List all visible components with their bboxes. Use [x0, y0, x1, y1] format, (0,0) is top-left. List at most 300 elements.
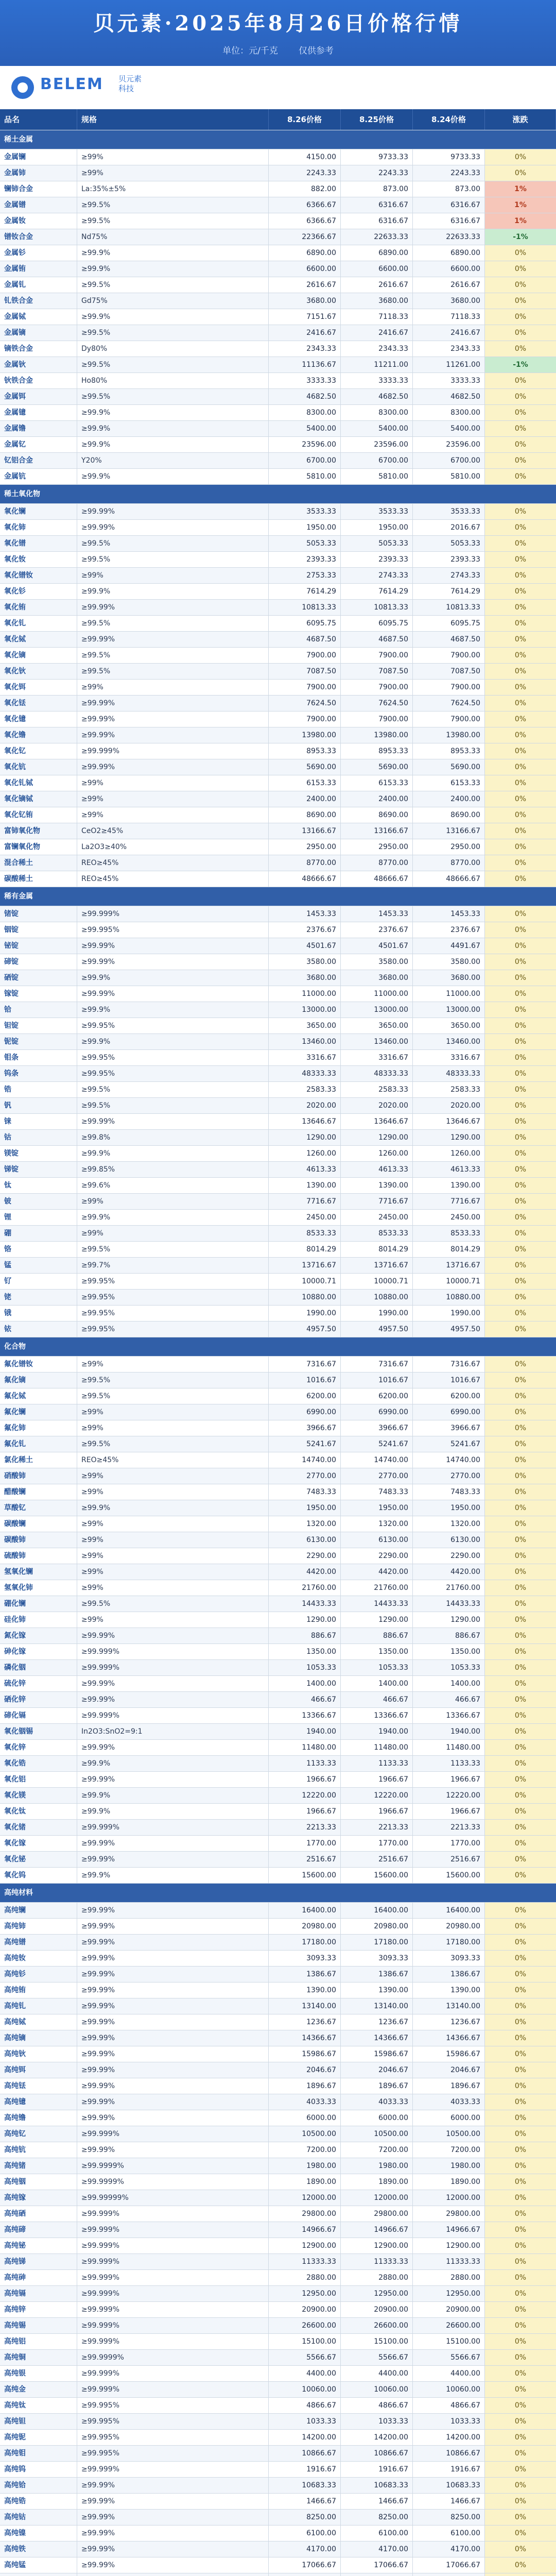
cell-change: 0% [485, 373, 556, 388]
cell-spec: ≥99.9% [77, 245, 269, 261]
cell-change: 0% [485, 165, 556, 181]
cell-price-824: 4033.33 [413, 2094, 485, 2110]
cell-price-826: 21760.00 [269, 1580, 341, 1596]
cell-change [485, 2573, 556, 2576]
cell-price-824: 14740.00 [413, 1452, 485, 1468]
cell-name: 高纯钨 [0, 2462, 77, 2477]
cell-price-825: 17066.67 [341, 2557, 413, 2573]
cell-price-824: 13366.67 [413, 1708, 485, 1723]
cell-name: 高纯铌 [0, 2430, 77, 2445]
cell-price-826: 13000.00 [269, 1002, 341, 1018]
cell-price-825: 7483.33 [341, 1484, 413, 1500]
cell-price-824: 1236.67 [413, 2014, 485, 2030]
cell-price-824: 11261.00 [413, 357, 485, 372]
cell-spec: ≥99.999% [77, 2334, 269, 2349]
cell-change: 0% [485, 1420, 556, 1436]
table-row [0, 970, 556, 986]
cell-price-826: 6130.00 [269, 1532, 341, 1548]
cell-price-826: 48666.67 [269, 871, 341, 887]
cell-change: 0% [485, 1740, 556, 1755]
cell-price-824: 7624.50 [413, 696, 485, 711]
cell-spec: ≥99.999% [77, 2206, 269, 2222]
cell-spec: ≥99.9% [77, 1804, 269, 1819]
cell-price-824: 11333.33 [413, 2254, 485, 2269]
cell-price-825 [341, 2573, 413, 2576]
table-row [0, 2334, 556, 2350]
cell-change: 0% [485, 727, 556, 743]
cell-price-826: 1260.00 [269, 1146, 341, 1161]
cell-spec: ≥99.995% [77, 922, 269, 938]
cell-change: 0% [485, 823, 556, 839]
table-row [0, 2541, 556, 2557]
cell-price-825: 13646.67 [341, 1114, 413, 1129]
cell-price-824: 5566.67 [413, 2350, 485, 2365]
page-title: 贝元素·2025年8月26日价格行情 [93, 11, 463, 36]
cell-name: 氯化稀土 [0, 1452, 77, 1468]
cell-price-825: 2290.00 [341, 1548, 413, 1564]
cell-spec: ≥99.995% [77, 2398, 269, 2413]
cell-price-825: 1390.00 [341, 1982, 413, 1998]
cell-name: 钼条 [0, 1050, 77, 1065]
cell-name: 氧化镱 [0, 711, 77, 727]
cell-change: 0% [485, 2094, 556, 2110]
table-row [0, 2366, 556, 2382]
table-row [0, 727, 556, 743]
cell-name: 高纯锡 [0, 2318, 77, 2333]
cell-price-824: 12950.00 [413, 2286, 485, 2301]
cell-price-826: 2400.00 [269, 791, 341, 807]
table-row [0, 1082, 556, 1098]
cell-spec: ≥99.99% [77, 759, 269, 775]
table-row [0, 1002, 556, 1018]
cell-price-825: 1453.33 [341, 906, 413, 922]
table-row [0, 1756, 556, 1772]
cell-change: 0% [485, 1002, 556, 1018]
cell-price-826: 14740.00 [269, 1452, 341, 1468]
cell-price-825: 1950.00 [341, 520, 413, 535]
cell-price-824: 14966.67 [413, 2222, 485, 2238]
table-row [0, 855, 556, 871]
cell-price-824: 6316.67 [413, 213, 485, 229]
cell-spec: ≥99.995% [77, 2430, 269, 2445]
cell-price-825: 1053.33 [341, 1660, 413, 1675]
cell-name: 硅化铈 [0, 1612, 77, 1628]
cell-price-826: 4033.33 [269, 2094, 341, 2110]
cell-price-824: 17066.67 [413, 2557, 485, 2573]
cell-price-826: 2243.33 [269, 165, 341, 181]
cell-price-825: 29800.00 [341, 2206, 413, 2222]
cell-change: 0% [485, 1082, 556, 1097]
cell-price-825: 13460.00 [341, 1034, 413, 1049]
cell-spec: ≥99.99% [77, 696, 269, 711]
table-row [0, 1290, 556, 1306]
cell-name: 高纯钇 [0, 2126, 77, 2142]
cell-price-824: 7716.67 [413, 1194, 485, 1209]
cell-price-824: 48333.33 [413, 1066, 485, 1081]
cell-price-826: 1053.33 [269, 1660, 341, 1675]
cell-name: 铑 [0, 1290, 77, 1305]
table-row [0, 1242, 556, 1258]
cell-change: 0% [485, 1018, 556, 1033]
cell-price-825: 13366.67 [341, 1708, 413, 1723]
cell-name: 镝铁合金 [0, 341, 77, 357]
cell-price-825: 3316.67 [341, 1050, 413, 1065]
table-row [0, 954, 556, 970]
cell-price-826: 2753.33 [269, 568, 341, 583]
table-row [0, 165, 556, 181]
cell-price-824: 3533.33 [413, 504, 485, 519]
cell-price-826: 7900.00 [269, 711, 341, 727]
cell-price-825: 2743.33 [341, 568, 413, 583]
cell-name: 氧化钪 [0, 759, 77, 775]
cell-price-826: 7716.67 [269, 1194, 341, 1209]
cell-spec: ≥99.99% [77, 1967, 269, 1982]
cell-price-824: 10866.67 [413, 2446, 485, 2461]
cell-name: 高纯锆 [0, 2494, 77, 2509]
cell-spec: ≥99% [77, 680, 269, 695]
cell-change: 0% [485, 648, 556, 663]
cell-name: 高纯镍 [0, 2526, 77, 2541]
cell-price-824: 1386.67 [413, 1967, 485, 1982]
cell-price-825: 8250.00 [341, 2510, 413, 2525]
table-row [0, 1724, 556, 1740]
cell-name: 氧化镨 [0, 536, 77, 551]
cell-price-826: 20980.00 [269, 1919, 341, 1934]
cell-price-826: 1390.00 [269, 1178, 341, 1193]
cell-name: 锑锭 [0, 1162, 77, 1177]
cell-price-825: 6100.00 [341, 2526, 413, 2541]
cell-price-826: 4682.50 [269, 389, 341, 404]
cell-price-825: 1990.00 [341, 1306, 413, 1321]
table-row [0, 1372, 556, 1388]
table-row [0, 2014, 556, 2030]
cell-spec: ≥99.5% [77, 1082, 269, 1097]
cell-change: 0% [485, 1548, 556, 1564]
cell-price-825: 8953.33 [341, 743, 413, 759]
cell-name: 金属镧 [0, 149, 77, 165]
cell-name: 硒锭 [0, 970, 77, 986]
cell-spec: ≥99.5% [77, 1596, 269, 1612]
cell-spec: ≥99.9% [77, 437, 269, 452]
cell-spec: ≥99.999% [77, 2286, 269, 2301]
table-row [0, 1580, 556, 1596]
cell-change: 0% [485, 1836, 556, 1851]
cell-name: 铍 [0, 1194, 77, 1209]
cell-price-826: 29800.00 [269, 2206, 341, 2222]
cell-price-824: 26600.00 [413, 2318, 485, 2333]
cell-price-825: 12220.00 [341, 1788, 413, 1803]
cell-change: 0% [485, 2526, 556, 2541]
cell-price-824: 3333.33 [413, 373, 485, 388]
cell-change: 0% [485, 2430, 556, 2445]
cell-name: 高纯铝 [0, 2334, 77, 2349]
table-row [0, 1306, 556, 1321]
table-row [0, 1500, 556, 1516]
section-header-row [0, 485, 556, 504]
cell-price-824: 6990.00 [413, 1404, 485, 1420]
table-row [0, 696, 556, 711]
cell-price-824: 4957.50 [413, 1321, 485, 1337]
table-row [0, 437, 556, 453]
cell-price-824: 2770.00 [413, 1468, 485, 1484]
cell-spec: ≥99.6% [77, 1178, 269, 1193]
table-row [0, 648, 556, 664]
cell-spec: ≥99.95% [77, 1066, 269, 1081]
cell-change: 1% [485, 181, 556, 197]
cell-name: 锗锭 [0, 906, 77, 922]
cell-price-825: 1260.00 [341, 1146, 413, 1161]
cell-spec: ≥99.99% [77, 2494, 269, 2509]
cell-price-825: 11480.00 [341, 1740, 413, 1755]
cell-price-824: 4491.67 [413, 938, 485, 954]
cell-change: 0% [485, 2510, 556, 2525]
table-row [0, 1836, 556, 1852]
cell-price-826: 14433.33 [269, 1596, 341, 1612]
cell-price-825: 1980.00 [341, 2158, 413, 2174]
table-row [0, 1468, 556, 1484]
cell-price-825: 6095.75 [341, 616, 413, 631]
cell-price-825: 4682.50 [341, 389, 413, 404]
cell-price-826: 1236.67 [269, 2014, 341, 2030]
cell-price-825: 7118.33 [341, 309, 413, 325]
cell-name: 金属镨 [0, 197, 77, 213]
cell-price-825: 10880.00 [341, 1290, 413, 1305]
table-row [0, 2078, 556, 2094]
cell-spec: In2O3:SnO2=9:1 [77, 1724, 269, 1739]
cell-spec: ≥99.99% [77, 727, 269, 743]
section-title: 高纯材料 [4, 1889, 33, 1897]
cell-name: 钛 [0, 1178, 77, 1193]
cell-price-826: 4613.33 [269, 1162, 341, 1177]
cell-change: 0% [485, 1564, 556, 1580]
cell-spec: ≥99.9% [77, 261, 269, 277]
cell-price-826: 1350.00 [269, 1644, 341, 1659]
cell-name: 铬 [0, 1242, 77, 1257]
cell-price-826: 17180.00 [269, 1935, 341, 1950]
cell-name: 氧化铝 [0, 1772, 77, 1787]
cell-spec: ≥99.99% [77, 711, 269, 727]
cell-price-824: 7118.33 [413, 309, 485, 325]
cell-spec: ≥99.5% [77, 536, 269, 551]
cell-price-824: 1890.00 [413, 2174, 485, 2190]
cell-change: 0% [485, 922, 556, 938]
section-title: 稀有金属 [4, 892, 33, 901]
table-row [0, 1162, 556, 1178]
cell-price-826: 8014.29 [269, 1242, 341, 1257]
cell-price-824: 11480.00 [413, 1740, 485, 1755]
cell-price-825: 4866.67 [341, 2398, 413, 2413]
cell-name: 氧化镁 [0, 1788, 77, 1803]
cell-price-826: 11480.00 [269, 1740, 341, 1755]
cell-price-824: 4687.50 [413, 632, 485, 647]
cell-price-825: 8300.00 [341, 405, 413, 420]
cell-price-826: 14966.67 [269, 2222, 341, 2238]
table-row [0, 1788, 556, 1804]
cell-change: 0% [485, 1951, 556, 1966]
cell-name: 高纯铜 [0, 2350, 77, 2365]
cell-price-826: 17066.67 [269, 2557, 341, 2573]
cell-price-826: 11000.00 [269, 986, 341, 1002]
cell-price-825: 15600.00 [341, 1868, 413, 1883]
cell-price-825: 4033.33 [341, 2094, 413, 2110]
cell-price-826: 15100.00 [269, 2334, 341, 2349]
cell-price-826: 48333.33 [269, 1066, 341, 1081]
cell-change: 0% [485, 1372, 556, 1388]
cell-price-826: 6890.00 [269, 245, 341, 261]
cell-name: 氧化钆铽 [0, 775, 77, 791]
table-row [0, 1967, 556, 1982]
cell-spec: ≥99.99% [77, 2110, 269, 2126]
cell-price-825: 2583.33 [341, 1082, 413, 1097]
cell-price-826: 2583.33 [269, 1082, 341, 1097]
cell-spec: ≥99.99% [77, 1998, 269, 2014]
cell-price-826: 6366.67 [269, 197, 341, 213]
cell-price-825: 14433.33 [341, 1596, 413, 1612]
cell-price-825: 10060.00 [341, 2382, 413, 2397]
cell-name: 高纯碲 [0, 2222, 77, 2238]
cell-price-824: 1053.33 [413, 1660, 485, 1675]
cell-change: 0% [485, 245, 556, 261]
cell-name: 钴 [0, 1130, 77, 1145]
cell-price-824: 1896.67 [413, 2078, 485, 2094]
cell-spec: ≥99.9% [77, 405, 269, 420]
cell-spec: ≥99% [77, 1532, 269, 1548]
cell-change: 0% [485, 1772, 556, 1787]
cell-price-824: 7614.29 [413, 584, 485, 599]
cell-price-824: 1466.67 [413, 2494, 485, 2509]
cell-name: 高纯铽 [0, 2014, 77, 2030]
cell-change: 0% [485, 1516, 556, 1532]
table-row [0, 807, 556, 823]
table-row [0, 2062, 556, 2078]
table-row [0, 1998, 556, 2014]
cell-name: 氟化镧 [0, 1404, 77, 1420]
cell-change: 0% [485, 1388, 556, 1404]
cell-change: 0% [485, 1258, 556, 1273]
cell-price-824: 2400.00 [413, 791, 485, 807]
table-row [0, 1258, 556, 1274]
cell-spec: ≥99% [77, 1484, 269, 1500]
cell-change: 0% [485, 1820, 556, 1835]
cell-price-826: 6100.00 [269, 2526, 341, 2541]
cell-spec: ≥99% [77, 1226, 269, 1241]
cell-name: 硝酸铈 [0, 1468, 77, 1484]
cell-spec: ≥99.999% [77, 2254, 269, 2269]
cell-price-824: 4613.33 [413, 1162, 485, 1177]
cell-name: 高纯镓 [0, 2190, 77, 2206]
cell-spec: ≥99.99% [77, 504, 269, 519]
cell-price-824: 12220.00 [413, 1788, 485, 1803]
cell-change: 0% [485, 2414, 556, 2429]
cell-name: 砷化镓 [0, 1644, 77, 1659]
cell-price-826: 1890.00 [269, 2174, 341, 2190]
brand-logo-icon [11, 76, 34, 99]
cell-price-826: 1033.33 [269, 2414, 341, 2429]
table-row [0, 1820, 556, 1836]
cell-price-825: 11000.00 [341, 986, 413, 1002]
cell-price-825: 1770.00 [341, 1836, 413, 1851]
cell-price-824: 1350.00 [413, 1644, 485, 1659]
cell-spec [77, 2573, 269, 2576]
cell-price-825: 2213.33 [341, 1820, 413, 1835]
cell-name: 金属镱 [0, 405, 77, 420]
cell-price-824: 10500.00 [413, 2126, 485, 2142]
cell-price-826: 4420.00 [269, 1564, 341, 1580]
cell-spec: ≥99.9% [77, 421, 269, 436]
table-row [0, 1452, 556, 1468]
cell-change: 0% [485, 1998, 556, 2014]
table-row [0, 1066, 556, 1082]
cell-spec: ≥99.999% [77, 2366, 269, 2381]
table-row [0, 552, 556, 568]
cell-name: 氢氧化铈 [0, 1580, 77, 1596]
table-row [0, 1210, 556, 1226]
cell-price-825: 1400.00 [341, 1676, 413, 1691]
cell-price-824: 13460.00 [413, 1034, 485, 1049]
cell-change: 0% [485, 1274, 556, 1289]
cell-price-824: 7900.00 [413, 648, 485, 663]
cell-price-826: 6990.00 [269, 1404, 341, 1420]
cell-name: 氮化镓 [0, 1628, 77, 1643]
cell-price-824: 13140.00 [413, 1998, 485, 2014]
cell-change: 0% [485, 1484, 556, 1500]
cell-name: 氧化锗 [0, 1820, 77, 1835]
cell-change: 0% [485, 1628, 556, 1643]
cell-price-825: 14200.00 [341, 2430, 413, 2445]
cell-change: 0% [485, 1242, 556, 1257]
cell-price-825: 1236.67 [341, 2014, 413, 2030]
cell-name: 碳酸铈 [0, 1532, 77, 1548]
cell-price-824: 6000.00 [413, 2110, 485, 2126]
cell-name: 氧化镨钕 [0, 568, 77, 583]
cell-price-826: 13166.67 [269, 823, 341, 839]
table-row [0, 2158, 556, 2174]
cell-change: 0% [485, 293, 556, 309]
cell-price-825: 1290.00 [341, 1612, 413, 1628]
cell-price-824: 7900.00 [413, 680, 485, 695]
cell-price-825: 11211.00 [341, 357, 413, 372]
cell-price-826: 2416.67 [269, 325, 341, 341]
cell-change: 0% [485, 2302, 556, 2317]
cell-price-826: 26600.00 [269, 2318, 341, 2333]
cell-price-825: 1896.67 [341, 2078, 413, 2094]
cell-spec: ≥99.999% [77, 1820, 269, 1835]
cell-price-826: 14366.67 [269, 2030, 341, 2046]
column-header-name: 品名 [0, 109, 77, 130]
cell-change: 0% [485, 1146, 556, 1161]
cell-price-826: 1990.00 [269, 1306, 341, 1321]
cell-change: 0% [485, 2350, 556, 2365]
cell-price-825: 2243.33 [341, 165, 413, 181]
cell-spec: ≥99.99% [77, 1903, 269, 1918]
cell-spec: ≥99.995% [77, 2414, 269, 2429]
cell-name: 高纯钆 [0, 1998, 77, 2014]
cell-name: 铪 [0, 1002, 77, 1018]
section-title: 稀土金属 [4, 135, 33, 144]
cell-price-825: 8770.00 [341, 855, 413, 871]
cell-price-824: 7900.00 [413, 711, 485, 727]
cell-price-825: 3333.33 [341, 373, 413, 388]
cell-spec: ≥99.99% [77, 954, 269, 970]
cell-price-826: 10866.67 [269, 2446, 341, 2461]
cell-price-825: 7087.50 [341, 664, 413, 679]
table-row [0, 2190, 556, 2206]
cell-spec: ≥99.99% [77, 1740, 269, 1755]
cell-price-825: 4957.50 [341, 1321, 413, 1337]
cell-change: 0% [485, 2286, 556, 2301]
cell-price-825: 2020.00 [341, 1098, 413, 1113]
cell-price-825: 4501.67 [341, 938, 413, 954]
